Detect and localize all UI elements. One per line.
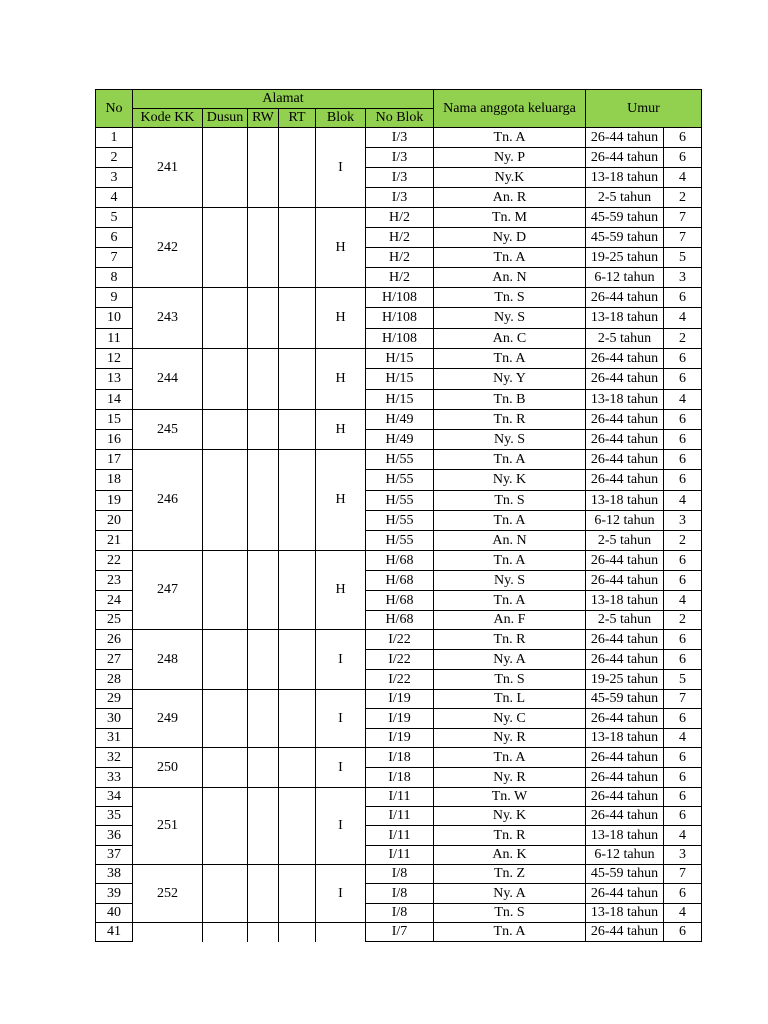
cell-kode-kk: 251 bbox=[133, 788, 203, 865]
cell-nama: Ny.K bbox=[434, 168, 586, 188]
cell-no: 28 bbox=[96, 670, 133, 690]
cell-nama: Ny. D bbox=[434, 228, 586, 248]
table-row bbox=[96, 349, 702, 369]
cell-umur: 26-44 tahun bbox=[586, 884, 664, 904]
cell-umur: 45-59 tahun bbox=[586, 208, 664, 228]
table-row bbox=[96, 450, 702, 470]
cell-umur-kode: 6 bbox=[664, 709, 702, 729]
cell-umur: 26-44 tahun bbox=[586, 148, 664, 168]
cell-no-blok: H/15 bbox=[366, 349, 434, 369]
header-rw: RW bbox=[248, 109, 279, 128]
table-row bbox=[96, 288, 702, 308]
cell-umur: 45-59 tahun bbox=[586, 690, 664, 709]
cell-umur-kode: 3 bbox=[664, 511, 702, 531]
table-header bbox=[96, 90, 702, 128]
cell-kode-kk: 252 bbox=[133, 865, 203, 923]
cell-no-blok: I/3 bbox=[366, 128, 434, 148]
cell-no: 3 bbox=[96, 168, 133, 188]
cell-rw bbox=[248, 551, 279, 630]
cell-umur-kode: 6 bbox=[664, 923, 702, 942]
cell-nama: Ny. S bbox=[434, 571, 586, 591]
cell-umur: 26-44 tahun bbox=[586, 470, 664, 491]
cell-umur-kode: 6 bbox=[664, 788, 702, 807]
cell-no: 20 bbox=[96, 511, 133, 531]
cell-rw bbox=[248, 865, 279, 923]
cell-umur-kode: 2 bbox=[664, 329, 702, 349]
cell-no-blok: I/8 bbox=[366, 865, 434, 884]
cell-no-blok: I/3 bbox=[366, 148, 434, 168]
cell-nama: Tn. W bbox=[434, 788, 586, 807]
cell-no: 9 bbox=[96, 288, 133, 308]
cell-nama: An. K bbox=[434, 846, 586, 865]
cell-no-blok: I/3 bbox=[366, 188, 434, 208]
cell-nama: Tn. R bbox=[434, 630, 586, 650]
cell-no-blok: H/55 bbox=[366, 511, 434, 531]
cell-umur-kode: 6 bbox=[664, 288, 702, 308]
cell-no: 41 bbox=[96, 923, 133, 942]
cell-dusun bbox=[203, 450, 248, 551]
cell-rt bbox=[279, 865, 316, 923]
cell-umur-kode: 7 bbox=[664, 690, 702, 709]
cell-umur-kode: 6 bbox=[664, 650, 702, 670]
cell-rw bbox=[248, 788, 279, 865]
cell-rt bbox=[279, 630, 316, 690]
cell-umur: 13-18 tahun bbox=[586, 390, 664, 410]
cell-rt bbox=[279, 450, 316, 551]
cell-umur: 26-44 tahun bbox=[586, 288, 664, 308]
cell-umur: 13-18 tahun bbox=[586, 904, 664, 923]
cell-nama: Tn. L bbox=[434, 690, 586, 709]
cell-kode-kk: 248 bbox=[133, 630, 203, 690]
cell-no: 12 bbox=[96, 349, 133, 369]
cell-nama: Tn. S bbox=[434, 288, 586, 308]
table-row bbox=[96, 923, 702, 942]
cell-umur: 2-5 tahun bbox=[586, 531, 664, 551]
cell-umur: 13-18 tahun bbox=[586, 491, 664, 511]
cell-umur: 26-44 tahun bbox=[586, 748, 664, 768]
cell-dusun bbox=[203, 865, 248, 923]
cell-blok: I bbox=[316, 865, 366, 923]
cell-nama: Tn. A bbox=[434, 248, 586, 268]
cell-kode-kk: 245 bbox=[133, 410, 203, 450]
cell-umur-kode: 6 bbox=[664, 410, 702, 430]
cell-no-blok: I/18 bbox=[366, 748, 434, 768]
header-dusun: Dusun bbox=[203, 109, 248, 128]
cell-no-blok: H/2 bbox=[366, 208, 434, 228]
cell-no: 11 bbox=[96, 329, 133, 349]
cell-nama: Ny. A bbox=[434, 884, 586, 904]
table-row bbox=[96, 748, 702, 768]
cell-dusun bbox=[203, 208, 248, 288]
cell-umur: 13-18 tahun bbox=[586, 168, 664, 188]
cell-no: 14 bbox=[96, 390, 133, 410]
cell-nama: Tn. A bbox=[434, 128, 586, 148]
cell-nama: Tn. S bbox=[434, 904, 586, 923]
cell-nama: An. C bbox=[434, 329, 586, 349]
cell-umur-kode: 6 bbox=[664, 349, 702, 369]
cell-umur-kode: 4 bbox=[664, 390, 702, 410]
cell-nama: Ny. P bbox=[434, 148, 586, 168]
cell-no: 18 bbox=[96, 470, 133, 491]
cell-no-blok: I/22 bbox=[366, 630, 434, 650]
cell-umur-kode: 7 bbox=[664, 208, 702, 228]
cell-nama: Tn. A bbox=[434, 511, 586, 531]
cell-no-blok: H/55 bbox=[366, 450, 434, 470]
cell-no-blok: H/55 bbox=[366, 470, 434, 491]
cell-umur-kode: 6 bbox=[664, 128, 702, 148]
cell-no: 19 bbox=[96, 491, 133, 511]
cell-nama: Tn. A bbox=[434, 591, 586, 611]
cell-dusun bbox=[203, 748, 248, 788]
cell-umur-kode: 6 bbox=[664, 148, 702, 168]
cell-rt bbox=[279, 923, 316, 942]
cell-dusun bbox=[203, 349, 248, 410]
cell-umur: 13-18 tahun bbox=[586, 729, 664, 748]
cell-nama: An. F bbox=[434, 611, 586, 630]
cell-umur: 45-59 tahun bbox=[586, 228, 664, 248]
cell-blok: I bbox=[316, 630, 366, 690]
cell-rt bbox=[279, 551, 316, 630]
cell-kode-kk: 242 bbox=[133, 208, 203, 288]
cell-umur-kode: 6 bbox=[664, 748, 702, 768]
cell-no: 17 bbox=[96, 450, 133, 470]
table-row bbox=[96, 551, 702, 571]
cell-umur-kode: 6 bbox=[664, 884, 702, 904]
cell-dusun bbox=[203, 551, 248, 630]
cell-no: 24 bbox=[96, 591, 133, 611]
cell-umur-kode: 6 bbox=[664, 807, 702, 826]
cell-blok: H bbox=[316, 410, 366, 450]
cell-umur-kode: 7 bbox=[664, 228, 702, 248]
cell-nama: Tn. R bbox=[434, 410, 586, 430]
cell-nama: Ny. S bbox=[434, 430, 586, 450]
cell-nama: Ny. S bbox=[434, 308, 586, 329]
cell-no: 36 bbox=[96, 826, 133, 846]
header-alamat: Alamat bbox=[133, 90, 434, 109]
cell-nama: Ny. C bbox=[434, 709, 586, 729]
cell-umur-kode: 6 bbox=[664, 551, 702, 571]
cell-rt bbox=[279, 690, 316, 748]
cell-no: 2 bbox=[96, 148, 133, 168]
cell-umur-kode: 2 bbox=[664, 611, 702, 630]
cell-no: 1 bbox=[96, 128, 133, 148]
cell-no-blok: I/11 bbox=[366, 807, 434, 826]
cell-kode-kk: 241 bbox=[133, 128, 203, 208]
cell-no: 5 bbox=[96, 208, 133, 228]
cell-no-blok: I/19 bbox=[366, 690, 434, 709]
cell-nama: Tn. S bbox=[434, 491, 586, 511]
cell-umur-kode: 4 bbox=[664, 904, 702, 923]
cell-umur: 26-44 tahun bbox=[586, 807, 664, 826]
cell-no: 35 bbox=[96, 807, 133, 826]
cell-no: 25 bbox=[96, 611, 133, 630]
cell-no: 15 bbox=[96, 410, 133, 430]
cell-umur: 13-18 tahun bbox=[586, 591, 664, 611]
cell-no: 26 bbox=[96, 630, 133, 650]
cell-rt bbox=[279, 208, 316, 288]
cell-no-blok: H/15 bbox=[366, 390, 434, 410]
cell-no: 39 bbox=[96, 884, 133, 904]
cell-kode-kk: 246 bbox=[133, 450, 203, 551]
cell-no-blok: H/108 bbox=[366, 308, 434, 329]
cell-rw bbox=[248, 208, 279, 288]
cell-umur: 26-44 tahun bbox=[586, 551, 664, 571]
cell-nama: Tn. A bbox=[434, 450, 586, 470]
cell-no-blok: H/68 bbox=[366, 611, 434, 630]
cell-no: 10 bbox=[96, 308, 133, 329]
header-no: No bbox=[96, 90, 133, 128]
cell-kode-kk: 250 bbox=[133, 748, 203, 788]
cell-rw bbox=[248, 128, 279, 208]
cell-no-blok: H/108 bbox=[366, 288, 434, 308]
cell-no: 27 bbox=[96, 650, 133, 670]
cell-no: 4 bbox=[96, 188, 133, 208]
cell-no-blok: I/11 bbox=[366, 788, 434, 807]
cell-umur: 26-44 tahun bbox=[586, 630, 664, 650]
cell-nama: Tn. B bbox=[434, 390, 586, 410]
cell-no: 32 bbox=[96, 748, 133, 768]
cell-umur: 6-12 tahun bbox=[586, 846, 664, 865]
cell-umur: 19-25 tahun bbox=[586, 248, 664, 268]
cell-no-blok: H/55 bbox=[366, 531, 434, 551]
cell-blok: I bbox=[316, 690, 366, 748]
table-row bbox=[96, 690, 702, 709]
cell-rw bbox=[248, 450, 279, 551]
cell-no-blok: I/8 bbox=[366, 884, 434, 904]
cell-rt bbox=[279, 349, 316, 410]
cell-umur: 26-44 tahun bbox=[586, 450, 664, 470]
cell-no: 30 bbox=[96, 709, 133, 729]
cell-umur-kode: 4 bbox=[664, 591, 702, 611]
table-row bbox=[96, 208, 702, 228]
cell-no-blok: I/7 bbox=[366, 923, 434, 942]
cell-umur: 2-5 tahun bbox=[586, 329, 664, 349]
header-nama-anggota-keluarga: Nama anggota keluarga bbox=[434, 90, 586, 128]
cell-no: 40 bbox=[96, 904, 133, 923]
cell-nama: Ny. R bbox=[434, 729, 586, 748]
cell-umur-kode: 6 bbox=[664, 630, 702, 650]
cell-nama: Ny. A bbox=[434, 650, 586, 670]
cell-umur: 26-44 tahun bbox=[586, 369, 664, 390]
table-body bbox=[96, 128, 702, 942]
cell-no: 37 bbox=[96, 846, 133, 865]
cell-blok: H bbox=[316, 208, 366, 288]
cell-umur-kode: 3 bbox=[664, 268, 702, 288]
header-rt: RT bbox=[279, 109, 316, 128]
cell-umur: 26-44 tahun bbox=[586, 768, 664, 788]
cell-nama: Ny. K bbox=[434, 807, 586, 826]
cell-umur: 45-59 tahun bbox=[586, 865, 664, 884]
cell-dusun bbox=[203, 923, 248, 942]
cell-blok: H bbox=[316, 551, 366, 630]
cell-no: 31 bbox=[96, 729, 133, 748]
cell-umur: 19-25 tahun bbox=[586, 670, 664, 690]
cell-dusun bbox=[203, 788, 248, 865]
cell-no: 13 bbox=[96, 369, 133, 390]
cell-rw bbox=[248, 923, 279, 942]
cell-umur-kode: 4 bbox=[664, 491, 702, 511]
cell-nama: Tn. A bbox=[434, 551, 586, 571]
table-row bbox=[96, 630, 702, 650]
cell-dusun bbox=[203, 288, 248, 349]
cell-kode-kk: 243 bbox=[133, 288, 203, 349]
cell-no: 22 bbox=[96, 551, 133, 571]
cell-umur: 26-44 tahun bbox=[586, 128, 664, 148]
cell-umur: 26-44 tahun bbox=[586, 788, 664, 807]
cell-umur: 2-5 tahun bbox=[586, 611, 664, 630]
cell-rw bbox=[248, 630, 279, 690]
cell-blok: H bbox=[316, 288, 366, 349]
cell-kode-kk: 247 bbox=[133, 551, 203, 630]
cell-blok: H bbox=[316, 349, 366, 410]
cell-rw bbox=[248, 349, 279, 410]
cell-blok: I bbox=[316, 788, 366, 865]
cell-nama: Ny. Y bbox=[434, 369, 586, 390]
cell-umur-kode: 6 bbox=[664, 369, 702, 390]
cell-umur: 26-44 tahun bbox=[586, 571, 664, 591]
header-no-blok: No Blok bbox=[366, 109, 434, 128]
cell-umur: 26-44 tahun bbox=[586, 650, 664, 670]
cell-nama: Tn. A bbox=[434, 349, 586, 369]
cell-umur: 6-12 tahun bbox=[586, 268, 664, 288]
cell-no-blok: I/22 bbox=[366, 670, 434, 690]
cell-no-blok: H/2 bbox=[366, 248, 434, 268]
cell-kode-kk: 244 bbox=[133, 349, 203, 410]
cell-no-blok: I/11 bbox=[366, 846, 434, 865]
cell-umur-kode: 4 bbox=[664, 308, 702, 329]
cell-nama: Tn. M bbox=[434, 208, 586, 228]
cell-nama: An. N bbox=[434, 531, 586, 551]
cell-umur-kode: 4 bbox=[664, 826, 702, 846]
cell-umur-kode: 6 bbox=[664, 768, 702, 788]
cell-no-blok: I/19 bbox=[366, 709, 434, 729]
cell-umur: 26-44 tahun bbox=[586, 349, 664, 369]
cell-nama: Ny. R bbox=[434, 768, 586, 788]
cell-no-blok: H/68 bbox=[366, 551, 434, 571]
cell-umur-kode: 6 bbox=[664, 430, 702, 450]
cell-no: 34 bbox=[96, 788, 133, 807]
cell-nama: Tn. A bbox=[434, 923, 586, 942]
cell-umur-kode: 2 bbox=[664, 531, 702, 551]
table-row bbox=[96, 788, 702, 807]
cell-no-blok: H/15 bbox=[366, 369, 434, 390]
header-umur: Umur bbox=[586, 90, 702, 128]
cell-umur: 13-18 tahun bbox=[586, 826, 664, 846]
cell-nama: Tn. S bbox=[434, 670, 586, 690]
cell-umur-kode: 5 bbox=[664, 248, 702, 268]
cell-umur-kode: 7 bbox=[664, 865, 702, 884]
cell-umur-kode: 6 bbox=[664, 470, 702, 491]
cell-no-blok: I/18 bbox=[366, 768, 434, 788]
cell-rt bbox=[279, 410, 316, 450]
cell-no-blok: I/22 bbox=[366, 650, 434, 670]
cell-no: 23 bbox=[96, 571, 133, 591]
cell-blok: H bbox=[316, 450, 366, 551]
cell-no: 8 bbox=[96, 268, 133, 288]
cell-no-blok: H/68 bbox=[366, 571, 434, 591]
cell-kode-kk: 249 bbox=[133, 690, 203, 748]
table-row bbox=[96, 865, 702, 884]
table-row bbox=[96, 410, 702, 430]
cell-dusun bbox=[203, 410, 248, 450]
cell-no: 38 bbox=[96, 865, 133, 884]
cell-umur: 2-5 tahun bbox=[586, 188, 664, 208]
cell-rt bbox=[279, 748, 316, 788]
header-kode-kk: Kode KK bbox=[133, 109, 203, 128]
cell-dusun bbox=[203, 128, 248, 208]
cell-no: 21 bbox=[96, 531, 133, 551]
cell-nama: An. N bbox=[434, 268, 586, 288]
cell-umur: 26-44 tahun bbox=[586, 709, 664, 729]
cell-umur-kode: 4 bbox=[664, 168, 702, 188]
cell-umur-kode: 2 bbox=[664, 188, 702, 208]
cell-no-blok: H/108 bbox=[366, 329, 434, 349]
cell-umur: 26-44 tahun bbox=[586, 410, 664, 430]
cell-no: 29 bbox=[96, 690, 133, 709]
cell-umur: 26-44 tahun bbox=[586, 430, 664, 450]
table-row bbox=[96, 128, 702, 148]
cell-rw bbox=[248, 410, 279, 450]
cell-rw bbox=[248, 690, 279, 748]
cell-dusun bbox=[203, 690, 248, 748]
cell-no-blok: H/49 bbox=[366, 410, 434, 430]
cell-umur: 13-18 tahun bbox=[586, 308, 664, 329]
cell-umur-kode: 6 bbox=[664, 571, 702, 591]
cell-rt bbox=[279, 128, 316, 208]
cell-no: 16 bbox=[96, 430, 133, 450]
cell-no-blok: I/19 bbox=[366, 729, 434, 748]
cell-no: 7 bbox=[96, 248, 133, 268]
cell-nama: Tn. A bbox=[434, 748, 586, 768]
cell-umur-kode: 6 bbox=[664, 450, 702, 470]
cell-blok: I bbox=[316, 128, 366, 208]
cell-no-blok: I/8 bbox=[366, 904, 434, 923]
cell-umur: 26-44 tahun bbox=[586, 923, 664, 942]
cell-no-blok: H/68 bbox=[366, 591, 434, 611]
cell-no: 6 bbox=[96, 228, 133, 248]
cell-no-blok: H/49 bbox=[366, 430, 434, 450]
cell-nama: Tn. Z bbox=[434, 865, 586, 884]
cell-no-blok: H/55 bbox=[366, 491, 434, 511]
cell-rt bbox=[279, 288, 316, 349]
cell-rw bbox=[248, 288, 279, 349]
cell-rw bbox=[248, 748, 279, 788]
cell-umur-kode: 4 bbox=[664, 729, 702, 748]
cell-umur: 6-12 tahun bbox=[586, 511, 664, 531]
cell-no: 33 bbox=[96, 768, 133, 788]
cell-no-blok: I/11 bbox=[366, 826, 434, 846]
cell-nama: Ny. K bbox=[434, 470, 586, 491]
cell-no-blok: I/3 bbox=[366, 168, 434, 188]
cell-dusun bbox=[203, 630, 248, 690]
cell-no-blok: H/2 bbox=[366, 228, 434, 248]
cell-nama: An. R bbox=[434, 188, 586, 208]
cell-umur-kode: 5 bbox=[664, 670, 702, 690]
cell-umur-kode: 3 bbox=[664, 846, 702, 865]
cell-blok bbox=[316, 923, 366, 942]
cell-nama: Tn. R bbox=[434, 826, 586, 846]
cell-kode-kk bbox=[133, 923, 203, 942]
family-data-table bbox=[95, 89, 702, 942]
header-blok: Blok bbox=[316, 109, 366, 128]
cell-no-blok: H/2 bbox=[366, 268, 434, 288]
cell-blok: I bbox=[316, 748, 366, 788]
cell-rt bbox=[279, 788, 316, 865]
